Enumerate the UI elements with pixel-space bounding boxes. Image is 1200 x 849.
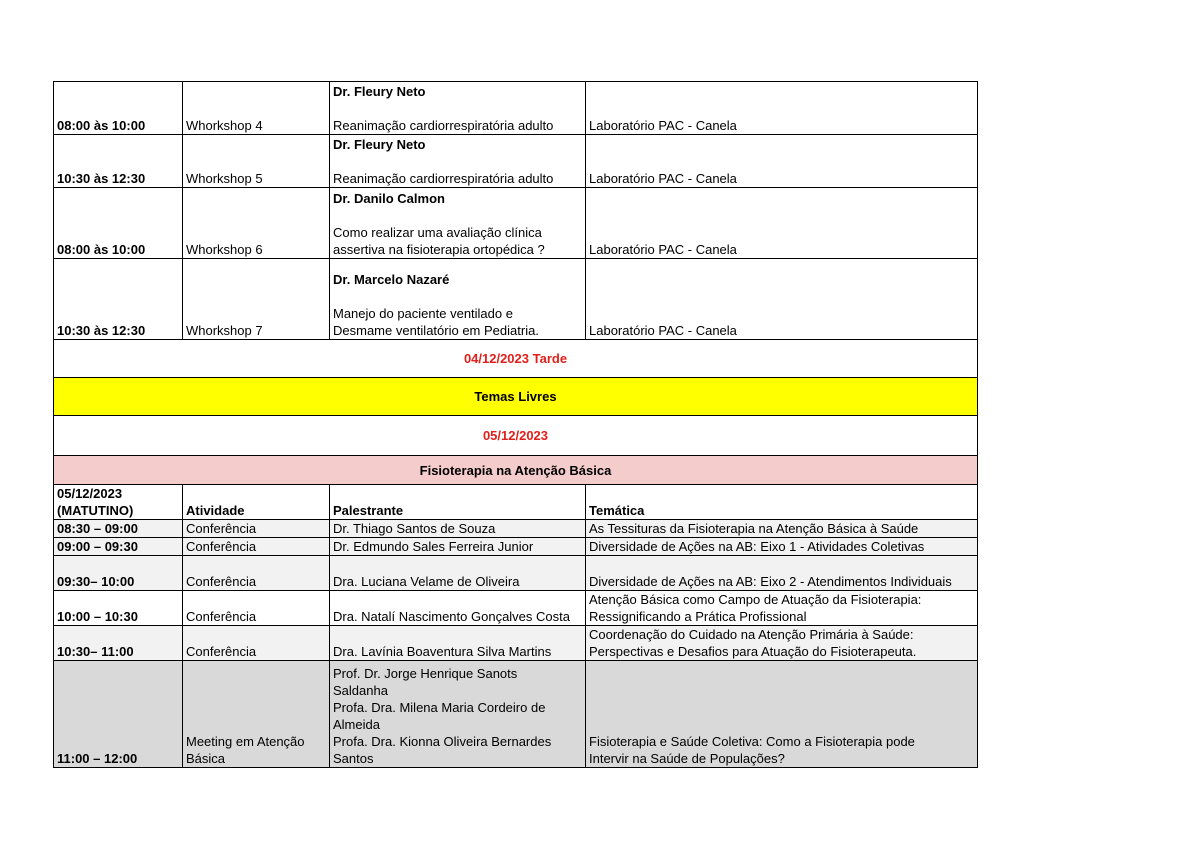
workshop-desc-line: Reanimação cardiorrespiratória adulto xyxy=(333,118,554,133)
schedule-table xyxy=(53,81,978,768)
workshop-location: Laboratório PAC - Canela xyxy=(586,188,978,259)
afternoon-date-banner: 04/12/2023 Tarde xyxy=(54,340,978,378)
workshop-speaker: Dr. Marcelo Nazaré xyxy=(333,272,450,287)
workshop-speaker: Dr. Danilo Calmon xyxy=(333,191,445,206)
workshop-row xyxy=(54,188,978,259)
meeting-speaker-line: Prof. Dr. Jorge Henrique Sanots xyxy=(333,666,518,681)
workshop-speaker-cell xyxy=(330,188,586,259)
workshop-row xyxy=(54,82,978,135)
table-row xyxy=(54,556,978,591)
session-theme: Atenção Básica como Campo de Atuação da Fisioterapia: Ressignificando a Prática Profissional xyxy=(586,591,978,626)
workshop-activity: Whorkshop 7 xyxy=(183,259,330,340)
workshop-time: 08:00 às 10:00 xyxy=(54,82,183,135)
meeting-speaker-line: Profa. Dra. Kionna Oliveira Bernardes xyxy=(333,734,552,749)
day-date-banner: 05/12/2023 xyxy=(54,416,978,456)
session-theme: Diversidade de Ações na AB: Eixo 1 - Atividades Coletivas xyxy=(586,538,978,556)
session-time: 08:30 – 09:00 xyxy=(54,520,183,538)
session-theme: Coordenação do Cuidado na Atenção Primária à Saúde: Perspectivas e Desafios para Atuação do Fisioterapeuta. xyxy=(586,626,978,661)
temas-livres-banner: Temas Livres xyxy=(54,378,978,416)
workshop-desc-line xyxy=(333,100,582,117)
session-time: 09:00 – 09:30 xyxy=(54,538,183,556)
table-row xyxy=(54,538,978,556)
workshop-activity: Whorkshop 4 xyxy=(183,82,330,135)
workshop-desc-line: Desmame ventilatório em Pediatria. xyxy=(333,323,539,338)
workshop-speaker-cell xyxy=(330,82,586,135)
workshop-location: Laboratório PAC - Canela xyxy=(586,259,978,340)
workshop-speaker: Dr. Fleury Neto xyxy=(333,137,426,152)
session-time: 10:30– 11:00 xyxy=(54,626,183,661)
session-time: 09:30– 10:00 xyxy=(54,556,183,591)
header-theme: Temática xyxy=(586,485,978,520)
workshop-row xyxy=(54,135,978,188)
meeting-activity-line: Básica xyxy=(186,751,226,766)
session-theme: As Tessituras da Fisioterapia na Atenção Básica à Saúde xyxy=(586,520,978,538)
table-row-meeting xyxy=(54,661,978,768)
section-title-banner: Fisioterapia na Atenção Básica xyxy=(54,456,978,485)
table-row xyxy=(54,591,978,626)
workshop-time: 10:30 às 12:30 xyxy=(54,259,183,340)
table-header-row xyxy=(54,485,978,520)
workshop-desc-line xyxy=(333,288,582,305)
session-speaker: Dr. Thiago Santos de Souza xyxy=(330,520,586,538)
meeting-theme xyxy=(586,661,978,768)
meeting-time: 11:00 – 12:00 xyxy=(54,661,183,768)
session-activity: Conferência xyxy=(183,520,330,538)
meeting-theme-line: Intervir na Saúde de Populações? xyxy=(589,751,785,766)
workshop-time: 08:00 às 10:00 xyxy=(54,188,183,259)
table-row xyxy=(54,520,978,538)
workshop-location: Laboratório PAC - Canela xyxy=(586,135,978,188)
header-shift: (MATUTINO) xyxy=(57,503,134,518)
meeting-speaker-line: Santos xyxy=(333,751,374,766)
workshop-speaker-cell xyxy=(330,135,586,188)
session-activity: Conferência xyxy=(183,556,330,591)
session-time: 10:00 – 10:30 xyxy=(54,591,183,626)
workshop-desc-line: Como realizar uma avaliação clínica xyxy=(333,225,542,240)
meeting-activity-line: Meeting em Atenção xyxy=(186,734,305,749)
table-row xyxy=(54,626,978,661)
header-speaker: Palestrante xyxy=(330,485,586,520)
workshop-desc-line: Reanimação cardiorrespiratória adulto xyxy=(333,171,554,186)
workshop-speaker-cell xyxy=(330,259,586,340)
meeting-speakers xyxy=(330,661,586,768)
meeting-speaker-line: Saldanha xyxy=(333,683,388,698)
meeting-speaker-line: Almeida xyxy=(333,717,380,732)
session-theme: Diversidade de Ações na AB: Eixo 2 - Atendimentos Individuais xyxy=(586,556,978,591)
session-activity: Conferência xyxy=(183,538,330,556)
workshop-time: 10:30 às 12:30 xyxy=(54,135,183,188)
meeting-speaker-line: Profa. Dra. Milena Maria Cordeiro de xyxy=(333,700,546,715)
session-speaker: Dra. Lavínia Boaventura Silva Martins xyxy=(330,626,586,661)
meeting-theme-line: Fisioterapia e Saúde Coletiva: Como a Fisioterapia pode xyxy=(589,734,915,749)
workshop-row xyxy=(54,259,978,340)
session-activity: Conferência xyxy=(183,626,330,661)
workshop-speaker: Dr. Fleury Neto xyxy=(333,84,426,99)
workshop-desc-line: Manejo do paciente ventilado e xyxy=(333,306,513,321)
session-activity: Conferência xyxy=(183,591,330,626)
session-speaker: Dra. Natalí Nascimento Gonçalves Costa xyxy=(330,591,586,626)
header-period xyxy=(54,485,183,520)
workshop-desc-line xyxy=(333,153,582,170)
session-speaker: Dr. Edmundo Sales Ferreira Junior xyxy=(330,538,586,556)
workshop-location: Laboratório PAC - Canela xyxy=(586,82,978,135)
workshop-desc-line: assertiva na fisioterapia ortopédica ? xyxy=(333,242,545,257)
workshop-desc-line xyxy=(333,207,582,224)
session-speaker: Dra. Luciana Velame de Oliveira xyxy=(330,556,586,591)
workshop-activity: Whorkshop 6 xyxy=(183,188,330,259)
header-date: 05/12/2023 xyxy=(57,486,123,501)
header-activity: Atividade xyxy=(183,485,330,520)
meeting-activity xyxy=(183,661,330,768)
workshop-activity: Whorkshop 5 xyxy=(183,135,330,188)
